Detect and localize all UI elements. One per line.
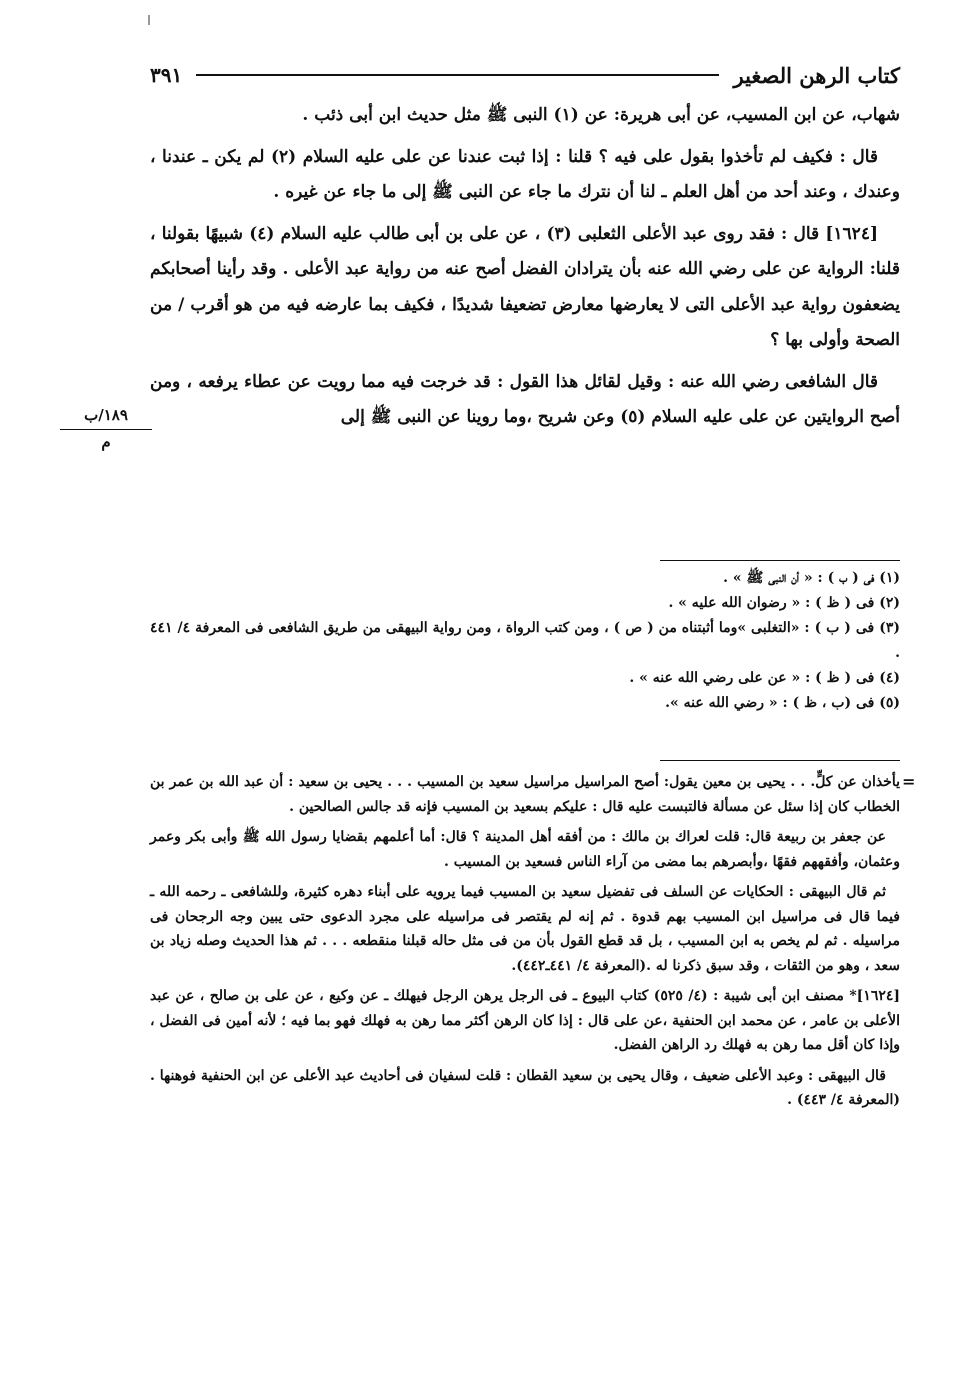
- main-paragraph-2: قال : فكيف لم تأخذوا بقول على فيه ؟ قلنا : إذا ثبت عندنا عن على عليه السلام (٢) لم يكن ـ عندنا ، وعندك ، وعند أحد من أهل العلم ـ لنا أن نترك ما جاء عن النبى ﷺ إلى ما جاء عن غيره .: [150, 146, 900, 202]
- footnote-5: (٥) فى (ب ، ظ ) : « رضي الله عنه ».: [665, 695, 900, 711]
- footnotes: [150, 566, 900, 716]
- folio-reference: ١٨٩/ب: [60, 405, 152, 430]
- commentary-paragraph-4: [١٦٢٤]* مصنف ابن أبى شيبة : (٤/ ٥٢٥) كتاب البيوع ـ فى الرجل يرهن الرجل فيهلك ـ عن وكيع ، عن على بن صالح ، عن عبد الأعلى بن عامر ، عن محمد ابن الحنفية ،عن على قال : إذا كان الرهن أكثر مما رهن به فهلك فهو بما فيه ؛ لأنه أمين فى الفضل ، وإذا كان أقل مما رهن به فهلك رد الراهن الفضل.: [150, 988, 900, 1053]
- manuscript-siglum: م: [101, 433, 111, 451]
- commentary-separator: [660, 760, 900, 761]
- footnote-4: (٤) فى ( ظ ) : « عن على رضي الله عنه » .: [629, 670, 900, 686]
- main-paragraph-3: [١٦٢٤] قال : فقد روى عبد الأعلى الثعلبى (٣) ، عن على بن أبى طالب عليه السلام (٤) شبيهًا بقولنا ، قلنا: الرواية عن على رضي الله عنه بأن يترادان الفضل أصح عنه من رواية عبد الأعلى . وقد رأينا أصحابكم يضعفون رواية عبد الأعلى التى لا يعارضها معارض تضعيفا شديدًا ، فكيف بما عارضه فيه من هو أقرب / من الصحة وأولى بها ؟: [150, 223, 900, 350]
- commentary-paragraph-3: ثم قال البيهقى : الحكايات عن السلف فى تفضيل سعيد بن المسيب فيما يرويه على أبناء دهره كثيرة، وللشافعى ـ رحمه الله ـ فيما قال فى مراسيل ابن المسيب بهم قدوة . ثم إنه لم يقتصر فى مراسيله على مجرد الدعوى حتى يبين وجه الرجحان فى مراسيله . ثم لم يخص به ابن المسيب ، بل قد قطع القول بأن من فى مثل حاله قبلنا منقطعه . . . ثم هذا الحديث وصله زياد بن سعد ، وهو من الثقات ، وقد سبق ذكرنا له .(المعرفة ٤/ ٤٤١ـ٤٤٢).: [150, 884, 900, 974]
- main-text: [150, 98, 900, 442]
- scan-mark: [148, 15, 150, 25]
- commentary-paragraph-1: يأخذان عن كلٍّ. . . يحيى بن معين يقول: أصح المراسيل مراسيل سعيد بن المسيب . . . يحيى بن سعيد : أن عبد الله بن عمر بن الخطاب كان إذا سئل عن مسألة فالتبست عليه قال : عليكم بسعيد بن المسيب فإنه قد جالس الصالحين .: [150, 774, 900, 815]
- header-rule: [196, 74, 719, 76]
- commentary-paragraph-5: قال البيهقى : وعبد الأعلى ضعيف ، وقال يحيى بن سعيد القطان : قلت لسفيان فى أحاديث عبد الأعلى عن ابن الحنفية فوهنها .(المعرفة ٤/ ٤٤٣) .: [150, 1067, 900, 1108]
- page-number: ٣٩١: [150, 63, 183, 87]
- footnote-2: (٢) فى ( ظ ) : « رضوان الله عليه » .: [668, 595, 900, 611]
- footnote-separator: [660, 560, 900, 561]
- main-paragraph-4: قال الشافعى رضي الله عنه : وقيل لقائل هذا القول : قد خرجت فيه مما رويت عن عطاء يرفعه ، ومن أصح الروايتين عن على عليه السلام (٥) وعن شريح ،وما روينا عن النبى ﷺ إلى: [150, 371, 900, 427]
- margin-folio-note: [60, 405, 152, 452]
- book-title: كتاب الرهن الصغير: [733, 62, 900, 88]
- commentary-paragraph-2: عن جعفر بن ربيعة قال: قلت لعراك بن مالك : من أفقه أهل المدينة ؟ قال: أما أعلمهم بقضايا رسول الله ﷺ وأبى بكر وعمر وعثمان، وأفقههم فقهًا ،وأبصرهم بما مضى من آراء الناس فسعيد بن المسيب .: [150, 829, 900, 870]
- page-header: [150, 60, 900, 90]
- footnote-1: (١) فى ( ب ) : « أن النبى ﷺ » .: [723, 570, 900, 586]
- footnote-3: (٣) فى ( ب ) : «التغلبى »وما أثبتناه من ( ص ) ، ومن كتب الرواة ، ومن رواية البيهقى من طريق الشافعى فى المعرفة ٤/ ٤٤١ .: [150, 620, 900, 661]
- main-paragraph-1: شهاب، عن ابن المسيب، عن أبى هريرة: عن (١) النبى ﷺ مثل حديث ابن أبى ذئب .: [302, 105, 900, 125]
- continuation-mark: =: [902, 772, 916, 791]
- commentary: [150, 770, 900, 1119]
